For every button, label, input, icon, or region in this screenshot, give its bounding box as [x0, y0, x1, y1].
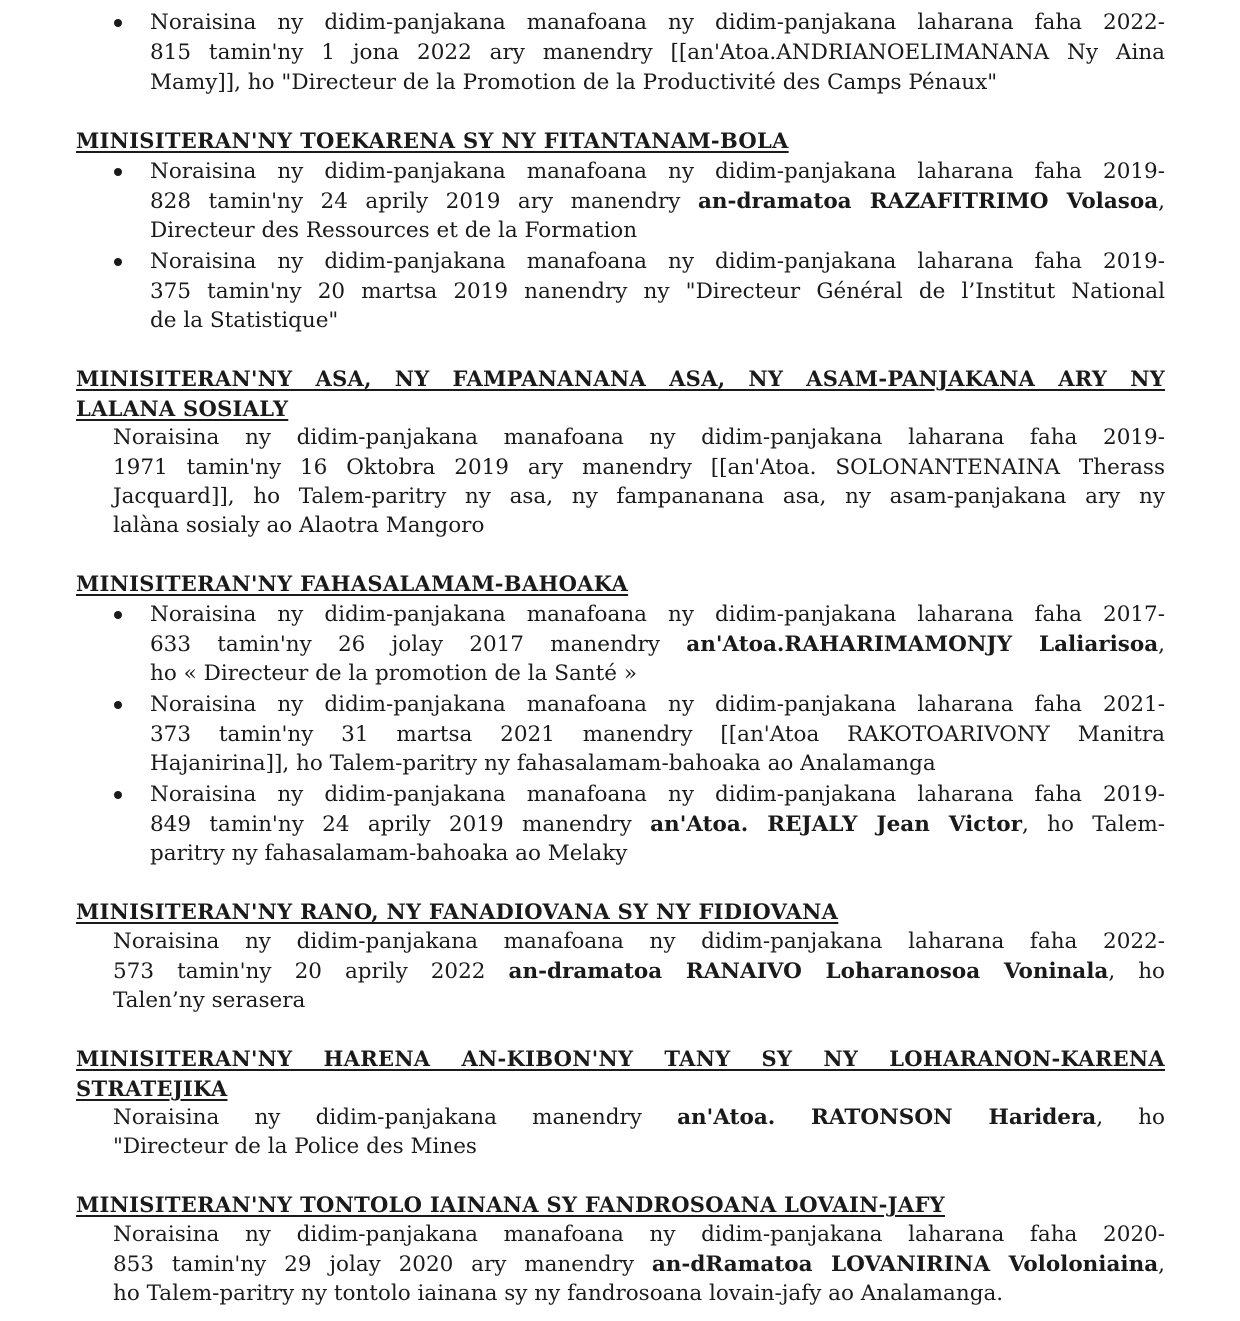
body-line: Noraisina ny didim-panjakana manafoana ny didim-panjakana laharana faha 2019-: [150, 249, 1165, 274]
body-line: 375 tamin'ny 20 martsa 2019 nanendry ny "Directeur Général de l’Institut National: [150, 279, 1165, 304]
body-line: Noraisina ny didim-panjakana manafoana ny didim-panjakana laharana faha 2020-: [113, 1222, 1165, 1247]
body-line: Directeur des Ressources et de la Formation: [150, 218, 638, 243]
body-line: Noraisina ny didim-panjakana manafoana ny didim-panjakana laharana faha 2022-: [113, 929, 1165, 954]
body-line: 373 tamin'ny 31 martsa 2021 manendry [[an'Atoa RAKOTOARIVONY Manitra: [150, 722, 1165, 747]
body-line: paritry ny fahasalamam-bahoaka ao Melaky: [150, 841, 628, 866]
body-line: 828 tamin'ny 24 aprily 2019 ary manendry an-dramatoa RAZAFITRIMO Volasoa,: [150, 189, 1165, 214]
body-line: Noraisina ny didim-panjakana manafoana ny didim-panjakana laharana faha 2021-: [150, 692, 1165, 717]
body-line: Hajanirina]], ho Talem-paritry ny fahasalamam-bahoaka ao Analamanga: [150, 751, 936, 776]
body-line: lalàna sosialy ao Alaotra Mangoro: [113, 513, 485, 538]
body-line: Talen’ny serasera: [113, 988, 306, 1013]
bullet-icon: [114, 19, 122, 27]
body-line: Noraisina ny didim-panjakana manafoana ny didim-panjakana laharana faha 2019-: [113, 425, 1165, 450]
body-line: 633 tamin'ny 26 jolay 2017 manendry an'Atoa.RAHARIMAMONJY Laliarisoa,: [150, 632, 1165, 657]
body-line: Noraisina ny didim-panjakana manafoana ny didim-panjakana laharana faha 2017-: [150, 602, 1165, 627]
section-heading: STRATEJIKA: [76, 1076, 228, 1101]
bullet-icon: [114, 611, 122, 619]
appointee-name: an'Atoa. RATONSON Haridera: [677, 1105, 1097, 1130]
body-line: de la Statistique": [150, 308, 339, 333]
section-heading: MINISITERAN'NY RANO, NY FANADIOVANA SY NY FIDIOVANA: [76, 899, 839, 924]
body-line: 1971 tamin'ny 16 Oktobra 2019 ary manendry [[an'Atoa. SOLONANTENAINA Therass: [113, 455, 1165, 480]
section-heading: MINISITERAN'NY TOEKARENA SY NY FITANTANAM-BOLA: [76, 128, 789, 153]
body-line: "Directeur de la Police des Mines: [113, 1134, 477, 1159]
bullet-icon: [114, 791, 122, 799]
section-heading: MINISITERAN'NY FAHASALAMAM-BAHOAKA: [76, 571, 629, 596]
body-line: Noraisina ny didim-panjakana manafoana ny didim-panjakana laharana faha 2019-: [150, 782, 1165, 807]
body-line: 849 tamin'ny 24 aprily 2019 manendry an'Atoa. REJALY Jean Victor, ho Talem-: [150, 812, 1166, 837]
bullet-icon: [114, 701, 122, 709]
body-line: 815 tamin'ny 1 jona 2022 ary manendry [[an'Atoa.ANDRIANOELIMANANA Ny Aina: [150, 40, 1165, 65]
body-line: Noraisina ny didim-panjakana manafoana ny didim-panjakana laharana faha 2022-: [150, 10, 1165, 35]
appointee-name: an'Atoa.RAHARIMAMONJY Laliarisoa: [686, 632, 1159, 657]
body-line: 853 tamin'ny 29 jolay 2020 ary manendry an-dRamatoa LOVANIRINA Vololoniaina,: [113, 1252, 1165, 1277]
section-heading: LALANA SOSIALY: [76, 396, 289, 421]
section-heading: MINISITERAN'NY TONTOLO IAINANA SY FANDROSOANA LOVAIN-JAFY: [76, 1192, 945, 1217]
body-line: 573 tamin'ny 20 aprily 2022 an-dramatoa RANAIVO Loharanosoa Voninala, ho: [113, 959, 1166, 984]
appointee-name: an-dramatoa RAZAFITRIMO Volasoa: [697, 189, 1159, 214]
body-line: ho « Directeur de la promotion de la Santé »: [150, 661, 637, 686]
body-line: Jacquard]], ho Talem-paritry ny asa, ny fampananana asa, ny asam-panjakana ary ny: [113, 484, 1165, 509]
body-line: ho Talem-paritry ny tontolo iainana sy ny fandrosoana lovain-jafy ao Analamanga.: [113, 1281, 1004, 1306]
appointee-name: an-dRamatoa LOVANIRINA Vololoniaina: [651, 1252, 1159, 1277]
body-line: Noraisina ny didim-panjakana manendry an'Atoa. RATONSON Haridera, ho: [113, 1105, 1165, 1130]
body-line: Mamy]], ho "Directeur de la Promotion de la Productivité des Camps Pénaux": [150, 70, 998, 95]
bullet-icon: [114, 168, 122, 176]
section-heading: MINISITERAN'NY ASA, NY FAMPANANANA ASA, NY ASAM-PANJAKANA ARY NY: [76, 366, 1165, 391]
appointee-name: an-dramatoa RANAIVO Loharanosoa Voninala: [508, 959, 1109, 984]
section-heading: MINISITERAN'NY HARENA AN-KIBON'NY TANY SY NY LOHARANON-KARENA: [76, 1046, 1165, 1071]
bullet-icon: [114, 258, 122, 266]
appointee-name: an'Atoa. REJALY Jean Victor: [650, 812, 1022, 837]
body-line: Noraisina ny didim-panjakana manafoana ny didim-panjakana laharana faha 2019-: [150, 159, 1165, 184]
